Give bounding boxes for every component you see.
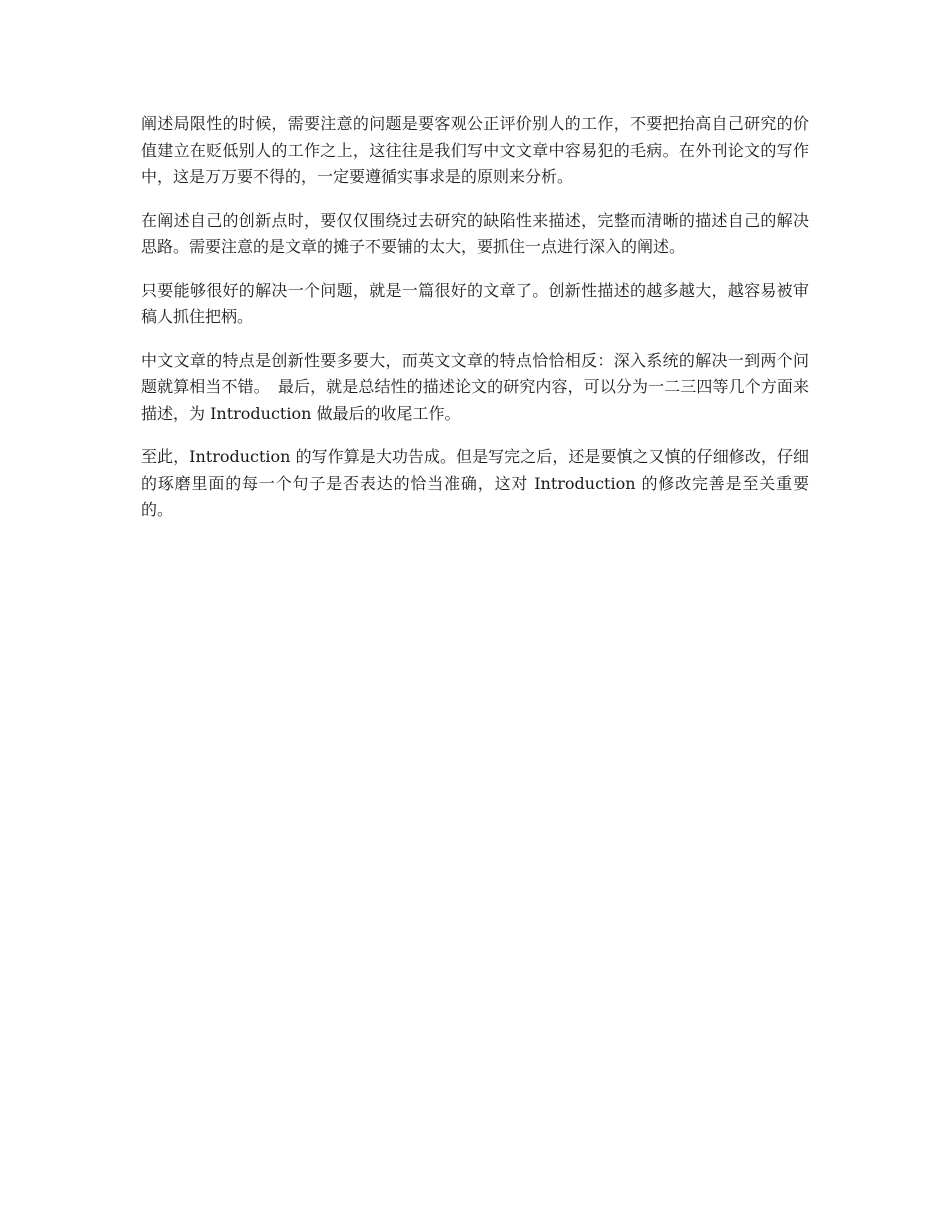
paragraph-innovation: 在阐述自己的创新点时，要仅仅围绕过去研究的缺陷性来描述，完整而清晰的描述自己的解决思路。需要注意的是文章的摊子不要铺的太大，要抓住一点进行深入的阐述。 bbox=[141, 210, 809, 256]
paragraph-solve-one-problem: 只要能够很好的解决一个问题，就是一篇很好的文章了。创新性描述的越多越大，越容易被审稿人抓住把柄。 bbox=[141, 280, 809, 326]
paragraph-chinese-vs-english: 中文文章的特点是创新性要多要大，而英文文章的特点恰恰相反：深入系统的解决一到两个问题就算相当不错。 最后，就是总结性的描述论文的研究内容，可以分为一二三四等几个方面来描述，为 Introduction 做最后的收尾工作。 bbox=[141, 350, 809, 423]
paragraph-limitations: 阐述局限性的时候，需要注意的问题是要客观公正评价别人的工作，不要把抬高自己研究的价值建立在贬低别人的工作之上，这往往是我们写中文文章中容易犯的毛病。在外刊论文的写作中，这是万万要不得的，一定要遵循实事求是的原则来分析。 bbox=[141, 114, 809, 186]
paragraph-conclusion: 至此，Introduction 的写作算是大功告成。但是写完之后，还是要慎之又慎的仔细修改，仔细的琢磨里面的每一个句子是否表达的恰当准确，这对 Introduction 的修改完善是至关重要的。 bbox=[141, 447, 809, 519]
document-body bbox=[141, 111, 809, 541]
